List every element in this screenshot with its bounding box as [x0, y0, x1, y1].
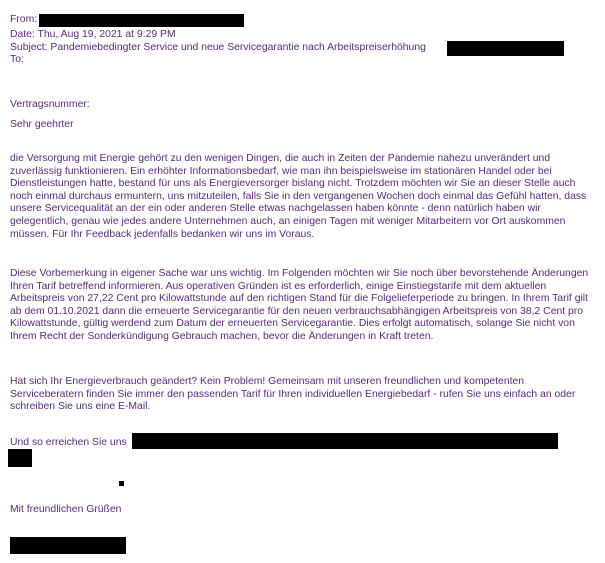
redacted-subject-part [447, 41, 564, 56]
email-to-label: To: [10, 54, 24, 65]
body-paragraph-3: Hat sich Ihr Energieverbrauch geändert? Kein Problem! Gemeinsam mit unseren freundlichen und kompetenten Serviceberatern finden Sie immer den passenden Tarif für Ihren individuellen Energiebedarf - rufen Sie uns einfach an oder schreiben Sie uns eine E-Mail. [10, 376, 576, 413]
salutation: Sehr geehrter [10, 119, 74, 130]
email-date: Date: Thu, Aug 19, 2021 at 9:29 PM [10, 29, 176, 40]
redacted-sender [39, 14, 244, 27]
redacted-mark [119, 481, 124, 486]
redacted-signature [10, 537, 126, 554]
contact-line: Und so erreichen Sie uns [10, 437, 127, 448]
contract-number-label: Vertragsnummer: [10, 99, 90, 110]
body-paragraph-2: Diese Vorbemerkung in eigener Sache war uns wichtig. Im Folgenden möchten wir Sie noch über bevorstehende Änderungen Ihren Tarif betreffend informieren. Aus operativen Gründen ist es erforderlich, einige Einstiegstarife mit dem aktuellen Arbeitspreis von 27,22 Cent pro Kilowattstunde auf den richtigen Stand für die Folgelieferperiode zu bringen. In Ihrem Tarif gilt ab dem 01.10.2021 dann die erneuerte Servicegarantie für den neuen verbrauchsabhängigen Arbeitspreis von 38,2 Cent pro Kilowattstunde, gültig werdend zum Datum der erneuerten Servicegarantie. Dies erfolgt automatisch, solange Sie nicht von Ihrem Recht der Sonderkündigung Gebrauch machen, bevor die Änderungen in Kraft treten. [10, 268, 589, 342]
body-paragraph-1: die Versorgung mit Energie gehört zu den wenigen Dingen, die auch in Zeiten der Pandemie nahezu unverändert und zuverlässig funktionieren. Ein erhöhter Informationsbedarf, wie man ihn beispielsweise im stationären Handel oder bei Dienstleistungen hatte, bestand für uns als Energieversorger bislang nicht. Trotzdem möchten wir Sie an dieser Stelle auch noch einmal durchaus ermuntern, uns mitzuteilen, falls Sie in den vergangenen Wochen doch einmal das Gefühl hatten, dass unsere Servicequalität an der ein oder anderen Stelle etwas nachgelassen haben könnte - denn natürlich haben wir gelegentlich, genau wie jedes andere Unternehmen auch, an einigen Tagen mit weniger Mitarbeitern vor Ort auskommen müssen. Für Ihr Feedback jedenfalls bedanken wir uns im Voraus. [10, 153, 587, 240]
email-subject: Subject: Pandemiebedingter Service und neue Servicegarantie nach Arbeitspreiserhöhung [10, 42, 426, 53]
redacted-contact-info [132, 433, 558, 449]
closing: Mit freundlichen Grüßen [10, 504, 122, 515]
redacted-contact-info-2 [8, 449, 32, 467]
email-from-label: From: [10, 14, 38, 25]
